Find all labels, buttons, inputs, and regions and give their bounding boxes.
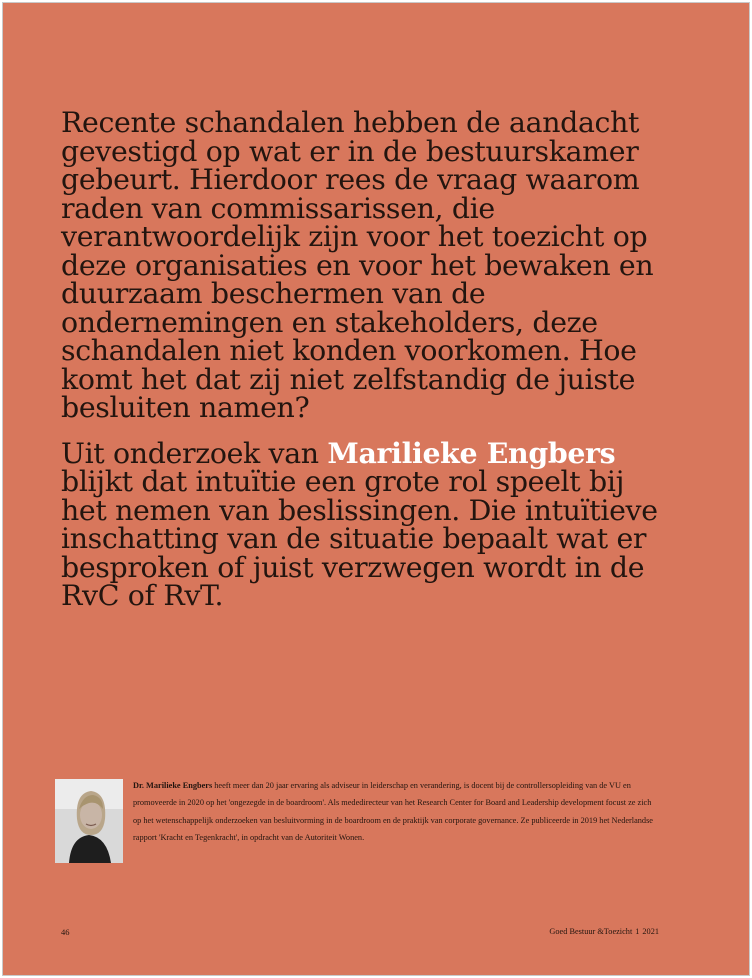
issue-number: 1	[635, 927, 640, 936]
intro-text	[61, 106, 661, 612]
intro-paragraph-1: Recente schandalen hebben de aandacht gevestigd op wat er in de bestuurskamer gebeurt. Hierdoor rees de vraag waarom raden van commissarissen, die verantwoordelijk zijn voor het toezicht op deze organisaties en voor het bewaken en duurzaam beschermen van de ondernemingen en stakeholders, deze schandalen niet konden voorkomen. Hoe komt het dat zij niet zelfstandig de juiste besluiten namen?	[61, 106, 654, 424]
author-bio	[133, 777, 661, 846]
running-footer	[549, 927, 659, 936]
issue-year: 2021	[642, 927, 659, 936]
author-bio-name: Dr. Marilieke Engbers	[133, 781, 213, 790]
author-bio-text: heeft meer dan 20 jaar ervaring als adviseur in leiderschap en verandering, is docent bij de controllersopleiding van de VU en promoveerde in 2020 op het 'ongezegde in de boardroom'. Als mededirecteur van het Research Center for Board and Leadership development focust ze zich op het wetenschappelijk onderzoeken van besluitvorming in de boardroom en de praktijk van corporate governance. Ze publiceerde in 2019 het Nederlandse rapport 'Kracht en Tegenkracht', in opdracht van de Autoriteit Wonen.	[133, 781, 653, 842]
intro-paragraph-2-rest: blijkt dat intuïtie een grote rol speelt bij het nemen van beslissingen. Die intuïtieve inschatting van de situatie bepaalt wat er besproken of juist verzwegen wordt in de RvC of RvT.	[61, 465, 658, 612]
author-photo	[55, 779, 123, 863]
intro-paragraph-2-lead: Uit onderzoek van	[61, 436, 328, 470]
magazine-page	[2, 2, 750, 976]
author-name-highlight: Marilieke Engbers	[327, 435, 616, 470]
page-number: 46	[61, 927, 70, 937]
author-portrait-image	[55, 779, 123, 863]
publication-title: Goed Bestuur &Toezicht	[549, 927, 633, 936]
intro-paragraph-2	[61, 435, 661, 612]
